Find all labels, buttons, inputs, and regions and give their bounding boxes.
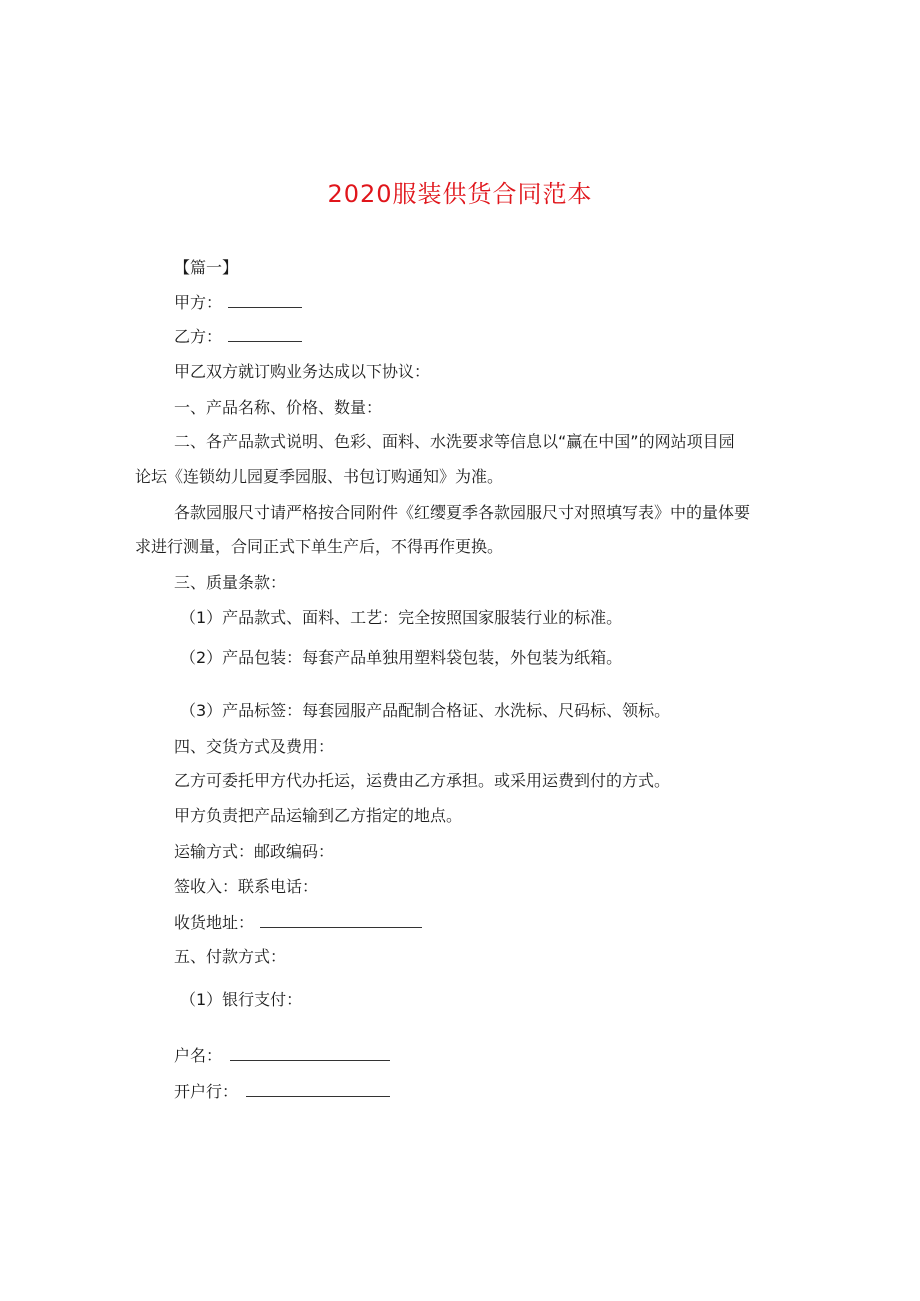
party-b-blank <box>228 327 302 342</box>
size-note-line-1: 各款园服尺寸请严格按合同附件《红缨夏季各款园服尺寸对照填写表》中的量体要 <box>174 503 751 522</box>
transport-line: 运输方式：邮政编码： <box>174 842 335 861</box>
receiver-line: 签收入：联系电话： <box>174 877 319 896</box>
party-b-label: 乙方： <box>174 327 223 346</box>
delivery-line-1: 乙方可委托甲方代办托运，运费由乙方承担。或采用运费到付的方式。 <box>174 771 671 790</box>
bank-row <box>174 1082 390 1102</box>
document-title: 2020服装供货合同范本 <box>327 180 593 208</box>
party-a-label: 甲方： <box>174 293 223 312</box>
party-a-blank <box>228 293 302 308</box>
delivery-line-2: 甲方负责把产品运输到乙方指定的地点。 <box>174 806 463 825</box>
agreement-intro: 甲乙双方就订购业务达成以下协议： <box>174 362 431 381</box>
clause-1-heading: 一、产品名称、价格、数量： <box>174 398 383 417</box>
party-b-row <box>174 327 302 347</box>
account-name-label: 户名： <box>174 1046 223 1065</box>
address-row <box>174 913 422 933</box>
address-blank <box>260 913 422 928</box>
party-a-row <box>174 293 302 313</box>
payment-item-1: （1）银行支付： <box>180 990 303 1009</box>
quality-item-2: （2）产品包装：每套产品单独用塑料袋包装，外包装为纸箱。 <box>180 648 623 667</box>
bank-label: 开户行： <box>174 1082 239 1101</box>
clause-2-line-1: 二、各产品款式说明、色彩、面料、水洗要求等信息以“赢在中国”的网站项目园 <box>174 432 735 451</box>
clause-3-heading: 三、质量条款： <box>174 573 287 592</box>
quality-item-3: （3）产品标签：每套园服产品配制合格证、水洗标、尺码标、领标。 <box>180 701 671 720</box>
account-name-row <box>174 1046 390 1066</box>
bank-blank <box>246 1082 390 1097</box>
clause-4-heading: 四、交货方式及费用： <box>174 737 335 756</box>
account-name-blank <box>230 1046 390 1061</box>
quality-item-1: （1）产品款式、面料、工艺：完全按照国家服装行业的标准。 <box>180 608 623 627</box>
size-note-line-2: 求进行测量，合同正式下单生产后，不得再作更换。 <box>135 537 504 556</box>
clause-2-line-2: 论坛《连锁幼儿园夏季园服、书包订购通知》为准。 <box>135 467 504 486</box>
address-label: 收货地址： <box>174 913 255 932</box>
section-tag: 【篇一】 <box>174 258 239 277</box>
clause-5-heading: 五、付款方式： <box>174 947 287 966</box>
